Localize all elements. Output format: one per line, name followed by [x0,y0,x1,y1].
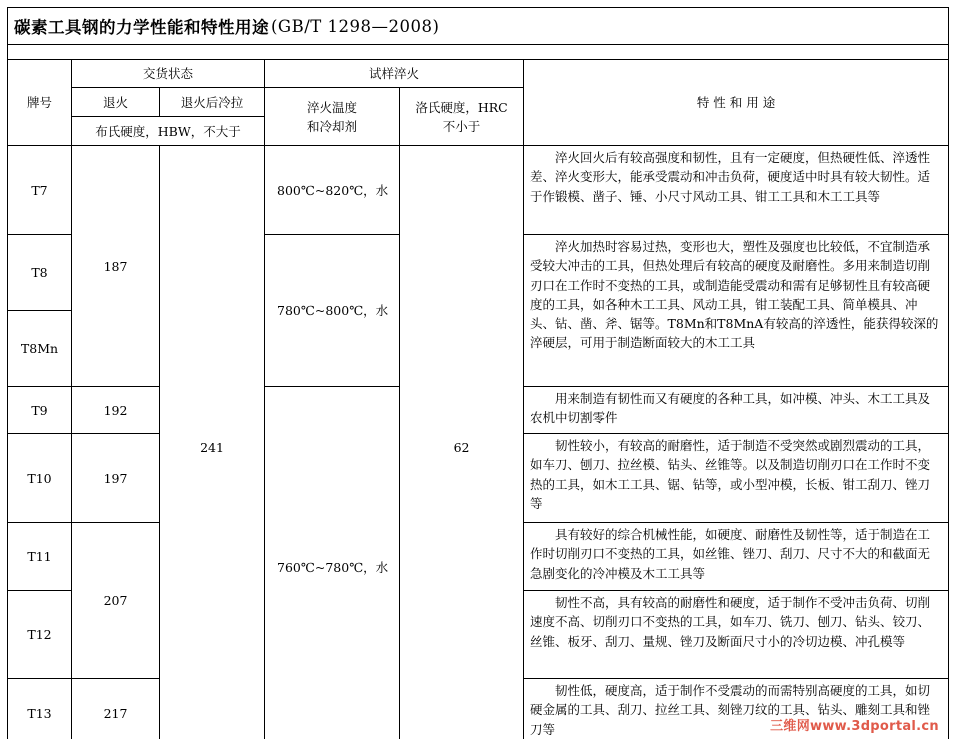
page-title [8,8,948,45]
cold-drawn-hbw-cell: 241 [160,146,265,739]
usage-cell [524,434,949,523]
annealed-hbw-cell: 192 [72,387,160,434]
usage-text-t7: 淬火回火后有较高强度和韧性，且有一定硬度，但热硬性低、淬透性差、淬火变形大，能承受震动和冲击负荷，硬度适中时具有较大韧性。适于作锻模、凿子、锤、小尺寸风动工具、钳工工具和木工工具等 [530,148,942,206]
header-grade: 牌号 [8,60,72,146]
header-hrc: 洛氏硬度，HRC 不小于 [400,88,524,146]
quench-temp-cell: 760℃~780℃，水 [265,387,400,739]
annealed-hbw-cell: 187 [72,146,160,387]
grade-cell: T12 [8,591,72,679]
grade-cell: T8Mn [8,311,72,387]
document-frame [7,7,949,739]
header-quench-temp: 淬火温度 和冷却剂 [265,88,400,146]
usage-text-t9: 用来制造有韧性而又有硬度的各种工具，如冲模、冲头、木工工具及农机中切割零件 [530,389,942,428]
header-quench-group: 试样淬火 [265,60,524,88]
grade-cell: T13 [8,679,72,739]
usage-text-t8: 淬火加热时容易过热，变形也大，塑性及强度也比较低，不宜制造承受较大冲击的工具，但热处理后有较高的硬度及耐磨性。多用来制造切削刃口在工作时不变热的工具，或制造能受震动和需有足够韧性且有较高硬度的工具，如各种木工工具、风动工具，钳工装配工具、简单模具、冲头、钻、凿、斧、锯等。T8Mn和T8MnA有较高的淬透性，能获得较深的淬硬层，可用于制造断面较大的木工工具 [530,237,942,353]
usage-text-t10: 韧性较小，有较高的耐磨性，适于制造不受突然或剧烈震动的工具，如车刀、刨刀、拉丝模、钻头、丝锥等。以及制造切削刃口在工作时不变热的工具，如木工工具、锯、钻等，或小型冲模，长板、钳工刮刀、锉刀等 [530,436,942,513]
header-delivery: 交货状态 [72,60,265,88]
annealed-hbw-cell: 207 [72,523,160,679]
usage-text-t12: 韧性不高，具有较高的耐磨性和硬度，适于制作不受冲击负荷、切削速度不高、切削刃口不变热的工具，如车刀、铣刀、刨刀、钻头、铰刀、丝锥、板牙、刮刀、量规、锉刀及断面尺寸小的冷切边模、冲孔模等 [530,593,942,651]
annealed-hbw-cell: 197 [72,434,160,523]
header-hardness-hbw: 布氏硬度，HBW，不大于 [72,117,265,146]
header-cold-drawn: 退火后冷拉 [160,88,265,117]
usage-text-t11: 具有较好的综合机械性能，如硬度、耐磨性及韧性等，适于制造在工作时切削刃口不变热的工具，如丝锥、锉刀、刮刀、尺寸不大的和截面无急剧变化的冷冲模及木工工具等 [530,525,942,583]
quench-temp-cell: 800℃~820℃，水 [265,146,400,235]
grade-cell: T11 [8,523,72,591]
header-usage: 特 性 和 用 途 [524,60,949,146]
grade-cell: T9 [8,387,72,434]
grade-cell: T7 [8,146,72,235]
annealed-hbw-cell: 217 [72,679,160,739]
grade-cell: T10 [8,434,72,523]
properties-table [7,59,949,739]
usage-cell [524,387,949,434]
header-annealed: 退火 [72,88,160,117]
usage-cell [524,235,949,387]
watermark-logo: 三维网www.3dportal.cn [770,715,939,734]
title-main: 碳素工具钢的力学性能和特性用途 [14,14,269,38]
usage-cell [524,591,949,679]
hrc-cell: 62 [400,146,524,739]
quench-temp-cell: 780℃~800℃，水 [265,235,400,387]
usage-cell [524,146,949,235]
usage-cell [524,523,949,591]
grade-cell: T8 [8,235,72,311]
usage-text-t13: 韧性低，硬度高，适于制作不受震动的而需特别高硬度的工具，如切硬金属的工具、刮刀、拉丝工具、刻锉刀纹的工具、钻头、雕刻工具和锉刀等 [530,681,942,739]
title-standard: (GB/T 1298—2008) [271,17,439,36]
